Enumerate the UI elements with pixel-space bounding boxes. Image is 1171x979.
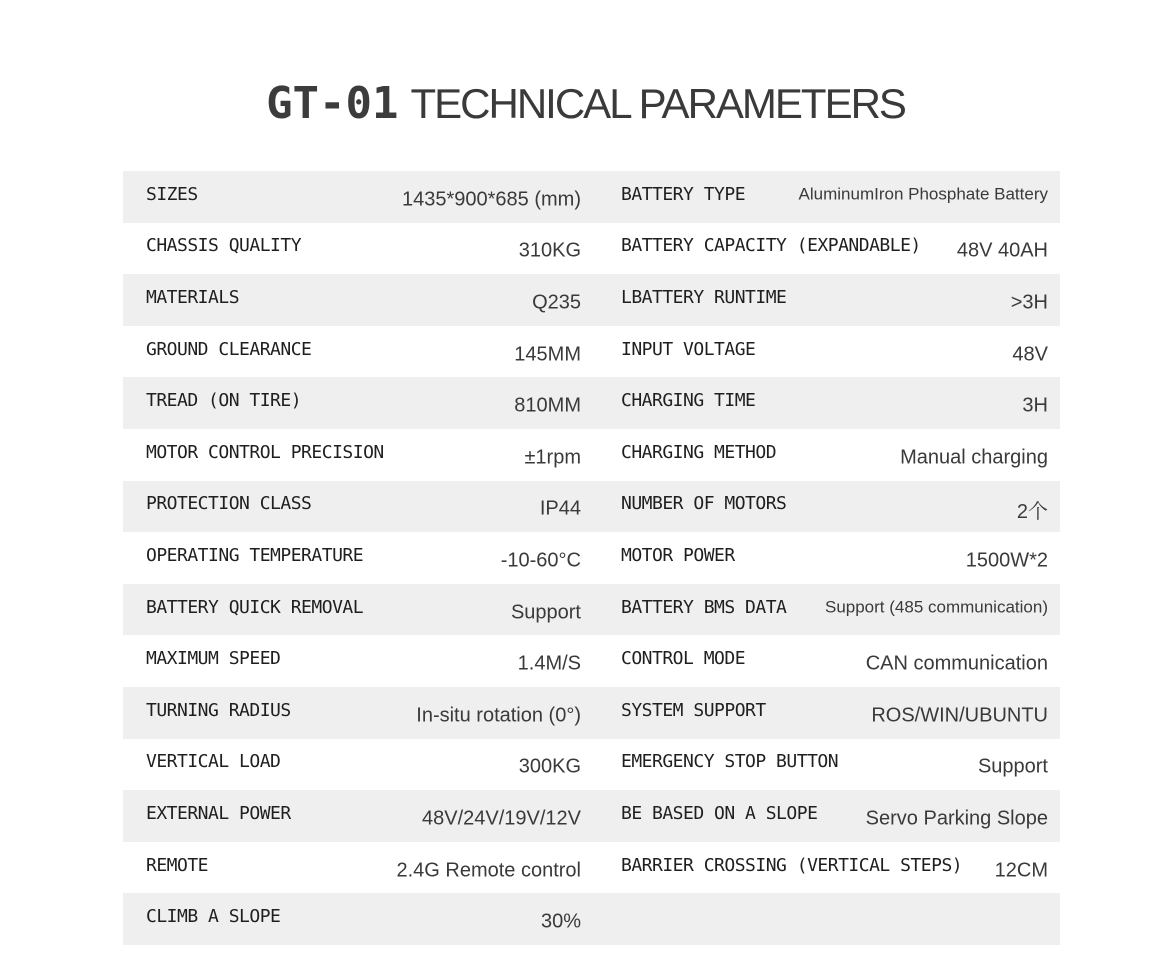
parameter-label: BARRIER CROSSING (VERTICAL STEPS) bbox=[621, 854, 963, 876]
right-parameter-cell bbox=[601, 481, 1060, 533]
parameter-label: REMOTE bbox=[146, 854, 209, 876]
right-parameter-cell bbox=[601, 532, 1060, 584]
parameter-value: 145MM bbox=[514, 342, 581, 365]
left-parameter-cell bbox=[123, 584, 595, 636]
parameter-value: 300KG bbox=[518, 755, 581, 778]
parameter-label: BATTERY QUICK REMOVAL bbox=[146, 596, 364, 618]
parameter-value: AluminumIron Phosphate Battery bbox=[798, 184, 1048, 204]
parameter-value: Servo Parking Slope bbox=[865, 807, 1048, 830]
left-parameter-cell bbox=[123, 532, 595, 584]
parameter-value: 3H bbox=[1022, 394, 1048, 417]
parameter-label: EMERGENCY STOP BUTTON bbox=[621, 751, 839, 773]
parameter-value: 810MM bbox=[514, 394, 581, 417]
parameter-label: INPUT VOLTAGE bbox=[621, 338, 756, 360]
right-parameter-cell bbox=[601, 223, 1060, 275]
parameter-value: In-situ rotation (0°) bbox=[416, 703, 581, 726]
parameter-label: TURNING RADIUS bbox=[146, 699, 291, 721]
parameter-label: VERTICAL LOAD bbox=[146, 751, 281, 773]
parameter-value: 48V bbox=[1012, 342, 1048, 365]
parameter-label: MATERIALS bbox=[146, 286, 240, 308]
right-parameter-cell bbox=[601, 274, 1060, 326]
parameter-value: >3H bbox=[1010, 291, 1048, 314]
parameter-value: 310KG bbox=[518, 239, 581, 262]
parameter-value: 2个 bbox=[1016, 501, 1048, 524]
table-row bbox=[123, 326, 1060, 378]
parameter-label: MOTOR POWER bbox=[621, 544, 735, 566]
parameter-value: 1.4M/S bbox=[517, 652, 581, 675]
left-parameter-cell bbox=[123, 790, 595, 842]
parameter-label: BATTERY BMS DATA bbox=[621, 596, 787, 618]
parameter-label: GROUND CLEARANCE bbox=[146, 338, 312, 360]
parameter-label: PROTECTION CLASS bbox=[146, 493, 312, 515]
parameter-value: 2.4G Remote control bbox=[396, 858, 581, 881]
parameter-value: ROS/WIN/UBUNTU bbox=[871, 703, 1048, 726]
right-parameter-cell bbox=[601, 687, 1060, 739]
parameter-label: LBATTERY RUNTIME bbox=[621, 286, 787, 308]
parameter-label: CHARGING METHOD bbox=[621, 441, 777, 463]
right-parameter-cell bbox=[601, 377, 1060, 429]
parameter-label: BATTERY TYPE bbox=[621, 183, 746, 205]
parameter-value: ±1rpm bbox=[524, 446, 581, 469]
table-row bbox=[123, 481, 1060, 533]
parameter-value: IP44 bbox=[539, 497, 581, 520]
parameter-label: BATTERY CAPACITY (EXPANDABLE) bbox=[621, 235, 921, 257]
parameter-value: -10-60°C bbox=[500, 549, 581, 572]
left-parameter-cell bbox=[123, 274, 595, 326]
parameter-value: 1500W*2 bbox=[965, 549, 1048, 572]
right-parameter-cell bbox=[601, 893, 1060, 945]
model-name: GT-01 bbox=[266, 78, 399, 129]
left-parameter-cell bbox=[123, 223, 595, 275]
parameter-label: MAXIMUM SPEED bbox=[146, 648, 281, 670]
parameter-value: Support (485 communication) bbox=[824, 597, 1048, 617]
right-parameter-cell bbox=[601, 739, 1060, 791]
left-parameter-cell bbox=[123, 893, 595, 945]
table-row bbox=[123, 635, 1060, 687]
left-parameter-cell bbox=[123, 635, 595, 687]
parameter-value: 48V 40AH bbox=[956, 239, 1048, 262]
parameter-label: BE BASED ON A SLOPE bbox=[621, 802, 818, 824]
right-parameter-cell bbox=[601, 842, 1060, 894]
left-parameter-cell bbox=[123, 171, 595, 223]
parameter-label: CLIMB A SLOPE bbox=[146, 906, 281, 928]
left-parameter-cell bbox=[123, 739, 595, 791]
title-text: TECHNICAL PARAMETERS bbox=[410, 80, 905, 127]
table-row bbox=[123, 429, 1060, 481]
parameter-value: 12CM bbox=[994, 858, 1048, 881]
parameter-label: SIZES bbox=[146, 183, 198, 205]
parameter-label: OPERATING TEMPERATURE bbox=[146, 544, 364, 566]
parameter-label: NUMBER OF MOTORS bbox=[621, 493, 787, 515]
parameter-value: CAN communication bbox=[865, 652, 1048, 675]
parameter-value: Support bbox=[977, 755, 1048, 778]
table-row bbox=[123, 893, 1060, 945]
parameter-value: Support bbox=[510, 600, 581, 623]
parameter-label: EXTERNAL POWER bbox=[146, 802, 291, 824]
left-parameter-cell bbox=[123, 481, 595, 533]
left-parameter-cell bbox=[123, 429, 595, 481]
parameter-value: Manual charging bbox=[900, 446, 1048, 469]
parameter-label: CONTROL MODE bbox=[621, 648, 746, 670]
table-row bbox=[123, 223, 1060, 275]
page-title bbox=[0, 78, 1171, 129]
left-parameter-cell bbox=[123, 326, 595, 378]
table-row bbox=[123, 584, 1060, 636]
parameter-value: 48V/24V/19V/12V bbox=[421, 807, 581, 830]
right-parameter-cell bbox=[601, 635, 1060, 687]
parameter-label: CHASSIS QUALITY bbox=[146, 235, 302, 257]
right-parameter-cell bbox=[601, 326, 1060, 378]
table-row bbox=[123, 377, 1060, 429]
parameter-label: SYSTEM SUPPORT bbox=[621, 699, 766, 721]
left-parameter-cell bbox=[123, 687, 595, 739]
parameters-table bbox=[123, 171, 1060, 945]
right-parameter-cell bbox=[601, 429, 1060, 481]
table-row bbox=[123, 532, 1060, 584]
table-row bbox=[123, 790, 1060, 842]
right-parameter-cell bbox=[601, 171, 1060, 223]
parameter-value: 30% bbox=[540, 910, 581, 933]
left-parameter-cell bbox=[123, 842, 595, 894]
parameter-label: CHARGING TIME bbox=[621, 390, 756, 412]
right-parameter-cell bbox=[601, 584, 1060, 636]
table-row bbox=[123, 739, 1060, 791]
table-row bbox=[123, 687, 1060, 739]
left-parameter-cell bbox=[123, 377, 595, 429]
table-row bbox=[123, 842, 1060, 894]
table-row bbox=[123, 171, 1060, 223]
parameter-label: MOTOR CONTROL PRECISION bbox=[146, 441, 384, 463]
right-parameter-cell bbox=[601, 790, 1060, 842]
parameter-value: Q235 bbox=[532, 291, 581, 314]
table-row bbox=[123, 274, 1060, 326]
parameter-label: TREAD (ON TIRE) bbox=[146, 390, 302, 412]
parameter-value: 1435*900*685 (mm) bbox=[402, 188, 581, 211]
